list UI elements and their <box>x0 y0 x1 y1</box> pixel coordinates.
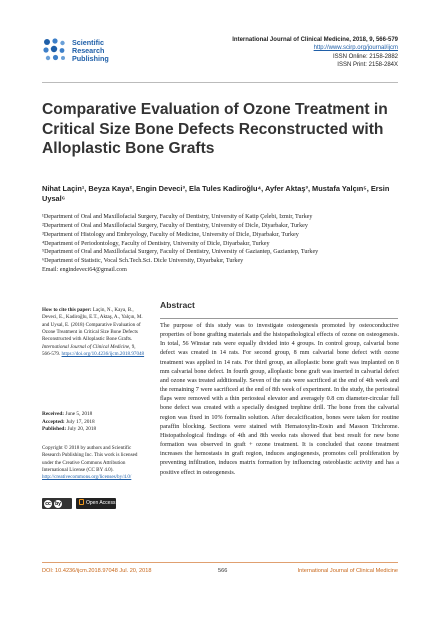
scirp-logo-icon <box>42 37 68 63</box>
journal-citation: International Journal of Clinical Medicine, 2018, 9, 566-579 <box>232 37 398 43</box>
author-list: Nihat Laçin¹, Beyza Kaya², Engin Deveci³, Ela Tules Kadiroğlu⁴, Ayfer Aktaş³, Mustafa Yalçın⁵, Ersin Uysal⁶ <box>42 184 390 203</box>
citation-block <box>42 307 145 358</box>
by-icon: by <box>55 500 61 507</box>
page-footer <box>42 568 398 577</box>
license-badges <box>42 498 152 510</box>
affiliation-item: ³Department of Histology and Embryology, Faculty of Medicine, University of Dicle, Diyarbakır, Turkey <box>42 231 299 238</box>
affiliation-item: ⁴Department of Periodontology, Faculty of Dentistry, University of Dicle, Diyarbakır, Turkey <box>42 240 270 247</box>
citation-text: Laçin, N., Kaya, B., Deveci, E., Kadiroğlu, E.T., Aktaş, A., Yalçın, M. and Uysal, E. (2018) Comparative Evaluation of Ozone Treatment in Critical Size Bone Defects Reconstructed with Alloplastic Bone Grafts. <box>42 307 143 343</box>
cc-by-badge[interactable] <box>42 498 72 509</box>
footer-doi: DOI: 10.4236/ijcm.2018.97048 Jul. 20, 2018 <box>42 568 152 574</box>
abstract-divider <box>160 318 398 319</box>
received-date: Received: June 5, 2018 <box>42 411 93 417</box>
header-divider <box>42 82 398 83</box>
footer-journal: International Journal of Clinical Medicine <box>297 568 398 574</box>
paper-title: Comparative Evaluation of Ozone Treatment in Critical Size Bone Defects Reconstructed with Alloplastic Bone Grafts <box>42 101 388 157</box>
contact-email: Email: engindeveci64@gmail.com <box>42 267 127 274</box>
affiliation-item: ¹Department of Oral and Maxillofacial Surgery, Faculty of Dentistry, University of Katip Çelebi, Izmir, Turkey <box>42 214 313 220</box>
affiliation-item: ²Department of Oral and Maxillofacial Surgery, Faculty of Dentistry, University of Dicle, Diyarbakır, Turkey <box>42 222 308 229</box>
publisher-name: Scientific Research Publishing <box>72 38 109 63</box>
cc-icon: cc <box>45 500 51 507</box>
copyright-text: Copyright © 2018 by authors and Scientific Research Publishing Inc. This work is licensed under the Creative Commons Attribution International License (CC BY 4.0). <box>42 445 138 474</box>
publication-dates <box>42 411 145 434</box>
journal-url-link[interactable]: http://www.scirp.org/journal/ijcm <box>313 45 398 52</box>
abstract-heading: Abstract <box>160 300 195 310</box>
citation-doi-link[interactable]: https://doi.org/10.4236/ijcm.2018.97048 <box>61 351 145 358</box>
open-access-badge[interactable]: Open Access <box>76 498 116 509</box>
citation-label: How to cite this paper: <box>42 307 92 313</box>
issn-online: ISSN Online: 2158-2882 <box>332 53 398 60</box>
license-link[interactable]: http://creativecommons.org/licenses/by/4.0/ <box>42 474 132 481</box>
abstract-body: The purpose of this study was to investigate osteogenesis promoted by osteoconductive properties of bone grafting materials and the histopathological effects of ozone on osteogenesis. In total, 56 Winstar rats were equally divided into 4 groups. In control group, calvarial bone defect was created in 14 rats. For second group, 8 mm calvarial bone defect with ozone treatment was applied in 14 rats. For third group, an alloplastic bone graft was implanted on 8 mm calvarial bone defect. In fourth group, alloplastic bone graft was inserted in calvarial defect and ozone was treated additionally. Seven of the rats were sacrificed at the end of 4th week and the remaining 7 were sacrificed at the end of 8th week of experiment. In the study, the periosteal flaps were removed with a thin periosteal elevator and averagely 0.8 cm diameter-circular full bone defect was created with a specially designed trephine drill. The bone from the calvarial region was fixed in 10% formalin solution. After decalcification, bones were taken for routine paraffin blocking. Sections were stained with Hematoxylin-Eosin and Masson Trichrome. Histopathological findings of 4th and 8th weeks rats showed that best result for new bone formation was observed in graft + ozone treatment. It is concluded that ozone treatment increases the hemostasis in graft region, induces angiogenesis, promotes cell proliferation by preventing infiltration, induces matrix formation by influencing osteoblastic activity and has a positive effect in osteogenesis. <box>160 323 399 476</box>
page-number: 566 <box>218 568 228 574</box>
affiliation-item: ⁶Department of Statistic, Vocal Sch.Tech.Sci. Dicle University, Diyarbakır, Turkey <box>42 258 244 265</box>
accepted-date: Accepted: July 17, 2018 <box>42 418 95 425</box>
open-lock-icon <box>79 499 84 505</box>
affiliation-list <box>42 213 402 275</box>
published-date: Published: July 20, 2018 <box>42 426 97 433</box>
issn-print: ISSN Print: 2158-284X <box>337 62 398 69</box>
copyright-notice <box>42 445 145 482</box>
citation-journal: International Journal of Clinical Medicine <box>42 343 130 350</box>
publisher-logo <box>42 37 152 67</box>
affiliation-item: ⁵Department of Oral and Maxillofacial Surgery, Faculty of Dentistry, University of Gaziantep, Gaziantep, Turkey <box>42 249 319 256</box>
citation-pages: , 9, 566-579. <box>42 343 136 358</box>
footer-divider <box>42 562 398 563</box>
journal-info <box>168 36 398 70</box>
